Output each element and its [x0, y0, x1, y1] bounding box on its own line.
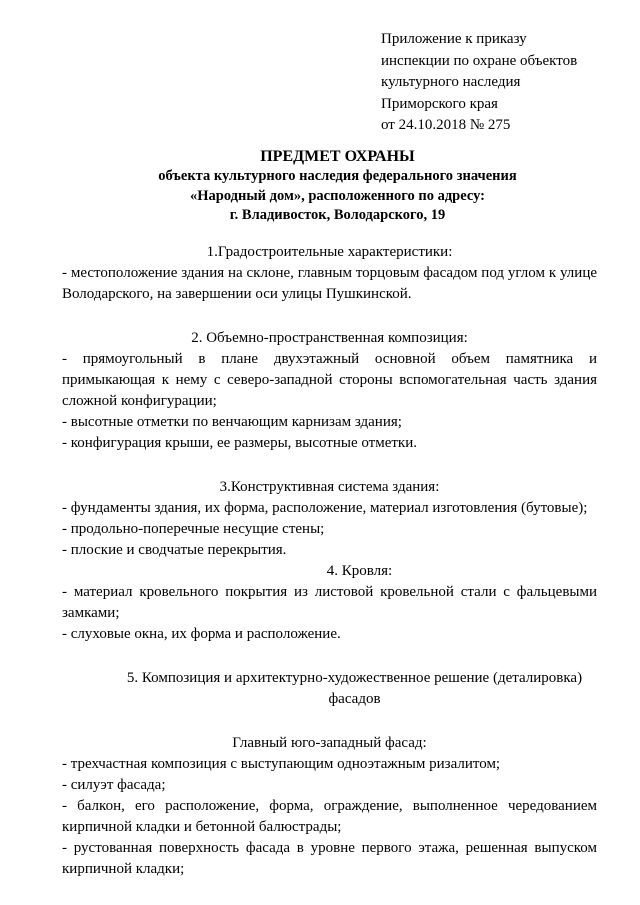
list-item: - фундаменты здания, их форма, расположение, материал изготовления (бутовые);: [62, 500, 588, 516]
section-heading: 3.Конструктивная система здания:: [219, 479, 440, 495]
list-item: - материал кровельного покрытия из листовой кровельной стали с фальцевыми замками;: [62, 584, 597, 621]
list-item: - плоские и сводчатые перекрытия.: [62, 542, 287, 558]
appendix-line: Приложение к приказу: [381, 31, 527, 47]
list-item: - рустованная поверхность фасада в уровне первого этажа, решенная выпуском кирпичной кладки;: [62, 840, 597, 877]
section-heading: 4. Кровля:: [326, 563, 393, 579]
document-subtitle-line: «Народный дом», расположенного по адресу:: [190, 187, 485, 204]
document-title-block: [40, 146, 635, 226]
document-address-line: г. Владивосток, Володарского, 19: [229, 207, 446, 223]
appendix-note: [381, 29, 631, 137]
section-volume-composition: [62, 328, 597, 454]
appendix-line: культурного наследия: [381, 74, 521, 90]
section-heading: 5. Композиция и архитектурно-художественное решение (деталировка) фасадов: [126, 670, 583, 707]
list-item: - трехчастная композиция с выступающим одноэтажным ризалитом;: [62, 756, 501, 772]
list-item: - балкон, его расположение, форма, ограждение, выполненное чередованием кирпичной кладки и бетонной балюстрады;: [62, 798, 597, 835]
list-item: - прямоугольный в плане двухэтажный основной объем памятника и примыкающая к нему с северо-западной стороны вспомогательная часть здания сложной конфигурации;: [62, 351, 597, 409]
document-body: [62, 242, 597, 880]
section-roof: [62, 561, 597, 645]
appendix-line: Приморского края: [381, 95, 498, 112]
facade-subheading: Главный юго-западный фасад:: [232, 735, 427, 751]
section-heading: 1.Градостроительные характеристики:: [206, 244, 453, 260]
list-item: - местоположение здания на склоне, главным торцовым фасадом под углом к улице Володарского, на завершении оси улицы Пушкинской.: [62, 265, 597, 302]
section-structural-system: [62, 477, 597, 561]
document-subtitle-line: объекта культурного наследия федерального значения: [158, 168, 517, 184]
section-heading: 2. Объемно-пространственная композиция:: [191, 330, 468, 346]
list-item: - конфигурация крыши, ее размеры, высотные отметки.: [62, 435, 417, 451]
list-item: - продольно-поперечные несущие стены;: [62, 521, 325, 537]
list-item: - высотные отметки по венчающим карнизам здания;: [62, 414, 402, 430]
list-item: - силуэт фасада;: [62, 777, 166, 793]
appendix-line: инспекции по охране объектов: [381, 52, 578, 69]
appendix-date-line: от 24.10.2018 № 275: [381, 117, 511, 133]
section-urban-planning: [62, 242, 597, 305]
document-title: ПРЕДМЕТ ОХРАНЫ: [260, 148, 415, 165]
list-item: - слуховые окна, их форма и расположение.: [62, 626, 341, 642]
section-facade-composition: [62, 668, 597, 880]
